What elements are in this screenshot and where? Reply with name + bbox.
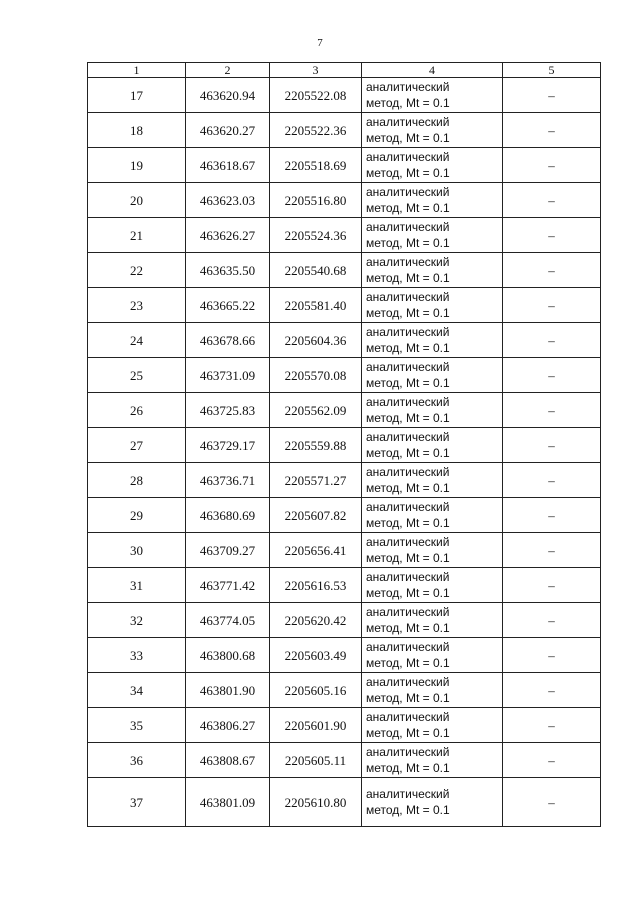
table-row <box>88 638 601 673</box>
method-line-2: метод, Mt = 0.1 <box>366 306 450 320</box>
x-coordinate-cell: 463635.50 <box>186 253 270 288</box>
method-line-2: метод, Mt = 0.1 <box>366 96 450 110</box>
method-line-1: аналитический <box>366 185 450 199</box>
table-row <box>88 568 601 603</box>
method-cell <box>362 358 503 393</box>
x-coordinate-cell: 463678.66 <box>186 323 270 358</box>
method-cell <box>362 568 503 603</box>
point-number-cell: 17 <box>88 78 186 113</box>
method-line-1: аналитический <box>366 787 450 801</box>
table-row <box>88 393 601 428</box>
method-line-2: метод, Mt = 0.1 <box>366 376 450 390</box>
method-line-2: метод, Mt = 0.1 <box>366 803 450 817</box>
point-number-cell: 37 <box>88 778 186 827</box>
header-cell-1: 1 <box>88 63 186 78</box>
method-cell <box>362 708 503 743</box>
x-coordinate-cell: 463731.09 <box>186 358 270 393</box>
method-line-2: метод, Mt = 0.1 <box>366 166 450 180</box>
point-number-cell: 25 <box>88 358 186 393</box>
table-row <box>88 533 601 568</box>
point-number-cell: 21 <box>88 218 186 253</box>
x-coordinate-cell: 463623.03 <box>186 183 270 218</box>
y-coordinate-cell: 2205516.80 <box>270 183 362 218</box>
y-coordinate-cell: 2205603.49 <box>270 638 362 673</box>
table-row <box>88 253 601 288</box>
y-coordinate-cell: 2205571.27 <box>270 463 362 498</box>
method-line-2: метод, Mt = 0.1 <box>366 691 450 705</box>
method-line-1: аналитический <box>366 710 450 724</box>
y-coordinate-cell: 2205522.08 <box>270 78 362 113</box>
method-line-1: аналитический <box>366 465 450 479</box>
method-cell <box>362 288 503 323</box>
method-line-2: метод, Mt = 0.1 <box>366 236 450 250</box>
header-cell-4: 4 <box>362 63 503 78</box>
method-line-1: аналитический <box>366 150 450 164</box>
point-number-cell: 24 <box>88 323 186 358</box>
y-coordinate-cell: 2205616.53 <box>270 568 362 603</box>
error-value-cell: – <box>503 463 601 498</box>
table-row <box>88 743 601 778</box>
error-value-cell: – <box>503 428 601 463</box>
y-coordinate-cell: 2205522.36 <box>270 113 362 148</box>
y-coordinate-cell: 2205601.90 <box>270 708 362 743</box>
error-value-cell: – <box>503 78 601 113</box>
error-value-cell: – <box>503 743 601 778</box>
method-line-2: метод, Mt = 0.1 <box>366 621 450 635</box>
y-coordinate-cell: 2205604.36 <box>270 323 362 358</box>
error-value-cell: – <box>503 288 601 323</box>
error-value-cell: – <box>503 568 601 603</box>
error-value-cell: – <box>503 533 601 568</box>
point-number-cell: 31 <box>88 568 186 603</box>
y-coordinate-cell: 2205518.69 <box>270 148 362 183</box>
point-number-cell: 36 <box>88 743 186 778</box>
method-cell <box>362 253 503 288</box>
point-number-cell: 23 <box>88 288 186 323</box>
method-line-2: метод, Mt = 0.1 <box>366 726 450 740</box>
x-coordinate-cell: 463801.09 <box>186 778 270 827</box>
error-value-cell: – <box>503 148 601 183</box>
method-line-1: аналитический <box>366 640 450 654</box>
table-row <box>88 288 601 323</box>
method-line-1: аналитический <box>366 255 450 269</box>
point-number-cell: 18 <box>88 113 186 148</box>
table-row <box>88 673 601 708</box>
method-line-2: метод, Mt = 0.1 <box>366 341 450 355</box>
method-line-2: метод, Mt = 0.1 <box>366 656 450 670</box>
header-cell-2: 2 <box>186 63 270 78</box>
y-coordinate-cell: 2205540.68 <box>270 253 362 288</box>
header-cell-3: 3 <box>270 63 362 78</box>
error-value-cell: – <box>503 113 601 148</box>
method-cell <box>362 393 503 428</box>
point-number-cell: 35 <box>88 708 186 743</box>
method-cell <box>362 638 503 673</box>
error-value-cell: – <box>503 638 601 673</box>
table-row <box>88 148 601 183</box>
method-cell <box>362 218 503 253</box>
x-coordinate-cell: 463801.90 <box>186 673 270 708</box>
method-cell <box>362 533 503 568</box>
y-coordinate-cell: 2205605.16 <box>270 673 362 708</box>
table-row <box>88 218 601 253</box>
point-number-cell: 33 <box>88 638 186 673</box>
method-line-1: аналитический <box>366 220 450 234</box>
table-row <box>88 78 601 113</box>
method-line-1: аналитический <box>366 325 450 339</box>
coordinates-table <box>87 62 601 827</box>
error-value-cell: – <box>503 778 601 827</box>
y-coordinate-cell: 2205605.11 <box>270 743 362 778</box>
x-coordinate-cell: 463771.42 <box>186 568 270 603</box>
x-coordinate-cell: 463618.67 <box>186 148 270 183</box>
page-number: 7 <box>317 37 323 49</box>
method-cell <box>362 603 503 638</box>
x-coordinate-cell: 463736.71 <box>186 463 270 498</box>
method-line-1: аналитический <box>366 745 450 759</box>
y-coordinate-cell: 2205610.80 <box>270 778 362 827</box>
x-coordinate-cell: 463626.27 <box>186 218 270 253</box>
x-coordinate-cell: 463774.05 <box>186 603 270 638</box>
method-line-2: метод, Mt = 0.1 <box>366 761 450 775</box>
y-coordinate-cell: 2205524.36 <box>270 218 362 253</box>
method-cell <box>362 463 503 498</box>
method-line-2: метод, Mt = 0.1 <box>366 271 450 285</box>
y-coordinate-cell: 2205562.09 <box>270 393 362 428</box>
method-line-1: аналитический <box>366 605 450 619</box>
point-number-cell: 32 <box>88 603 186 638</box>
y-coordinate-cell: 2205559.88 <box>270 428 362 463</box>
point-number-cell: 19 <box>88 148 186 183</box>
method-cell <box>362 498 503 533</box>
method-line-2: метод, Mt = 0.1 <box>366 131 450 145</box>
table-row <box>88 463 601 498</box>
method-line-1: аналитический <box>366 80 450 94</box>
point-number-cell: 30 <box>88 533 186 568</box>
y-coordinate-cell: 2205581.40 <box>270 288 362 323</box>
table-row <box>88 498 601 533</box>
method-line-2: метод, Mt = 0.1 <box>366 481 450 495</box>
method-line-2: метод, Mt = 0.1 <box>366 446 450 460</box>
header-row <box>88 63 601 78</box>
x-coordinate-cell: 463800.68 <box>186 638 270 673</box>
table-row <box>88 708 601 743</box>
method-line-2: метод, Mt = 0.1 <box>366 516 450 530</box>
x-coordinate-cell: 463680.69 <box>186 498 270 533</box>
x-coordinate-cell: 463808.67 <box>186 743 270 778</box>
method-line-1: аналитический <box>366 360 450 374</box>
method-line-1: аналитический <box>366 500 450 514</box>
method-cell <box>362 113 503 148</box>
table-row <box>88 778 601 827</box>
method-line-2: метод, Mt = 0.1 <box>366 586 450 600</box>
method-line-1: аналитический <box>366 535 450 549</box>
method-cell <box>362 323 503 358</box>
x-coordinate-cell: 463709.27 <box>186 533 270 568</box>
y-coordinate-cell: 2205656.41 <box>270 533 362 568</box>
point-number-cell: 29 <box>88 498 186 533</box>
table-row <box>88 113 601 148</box>
method-line-2: метод, Mt = 0.1 <box>366 551 450 565</box>
error-value-cell: – <box>503 358 601 393</box>
method-line-2: метод, Mt = 0.1 <box>366 411 450 425</box>
header-cell-5: 5 <box>503 63 601 78</box>
method-cell <box>362 148 503 183</box>
error-value-cell: – <box>503 498 601 533</box>
table-row <box>88 428 601 463</box>
table-row <box>88 358 601 393</box>
x-coordinate-cell: 463665.22 <box>186 288 270 323</box>
error-value-cell: – <box>503 393 601 428</box>
method-cell <box>362 78 503 113</box>
error-value-cell: – <box>503 253 601 288</box>
x-coordinate-cell: 463729.17 <box>186 428 270 463</box>
method-cell <box>362 428 503 463</box>
y-coordinate-cell: 2205607.82 <box>270 498 362 533</box>
point-number-cell: 27 <box>88 428 186 463</box>
x-coordinate-cell: 463620.94 <box>186 78 270 113</box>
point-number-cell: 20 <box>88 183 186 218</box>
method-line-1: аналитический <box>366 570 450 584</box>
method-cell <box>362 743 503 778</box>
table-row <box>88 323 601 358</box>
y-coordinate-cell: 2205570.08 <box>270 358 362 393</box>
point-number-cell: 26 <box>88 393 186 428</box>
coordinates-table-body <box>88 63 601 827</box>
error-value-cell: – <box>503 218 601 253</box>
method-line-1: аналитический <box>366 395 450 409</box>
point-number-cell: 34 <box>88 673 186 708</box>
x-coordinate-cell: 463806.27 <box>186 708 270 743</box>
method-cell <box>362 778 503 827</box>
error-value-cell: – <box>503 183 601 218</box>
error-value-cell: – <box>503 603 601 638</box>
method-line-1: аналитический <box>366 115 450 129</box>
error-value-cell: – <box>503 673 601 708</box>
x-coordinate-cell: 463620.27 <box>186 113 270 148</box>
y-coordinate-cell: 2205620.42 <box>270 603 362 638</box>
error-value-cell: – <box>503 708 601 743</box>
method-cell <box>362 183 503 218</box>
point-number-cell: 28 <box>88 463 186 498</box>
method-cell <box>362 673 503 708</box>
table-row <box>88 183 601 218</box>
method-line-2: метод, Mt = 0.1 <box>366 201 450 215</box>
point-number-cell: 22 <box>88 253 186 288</box>
table-row <box>88 603 601 638</box>
error-value-cell: – <box>503 323 601 358</box>
x-coordinate-cell: 463725.83 <box>186 393 270 428</box>
method-line-1: аналитический <box>366 430 450 444</box>
method-line-1: аналитический <box>366 290 450 304</box>
method-line-1: аналитический <box>366 675 450 689</box>
